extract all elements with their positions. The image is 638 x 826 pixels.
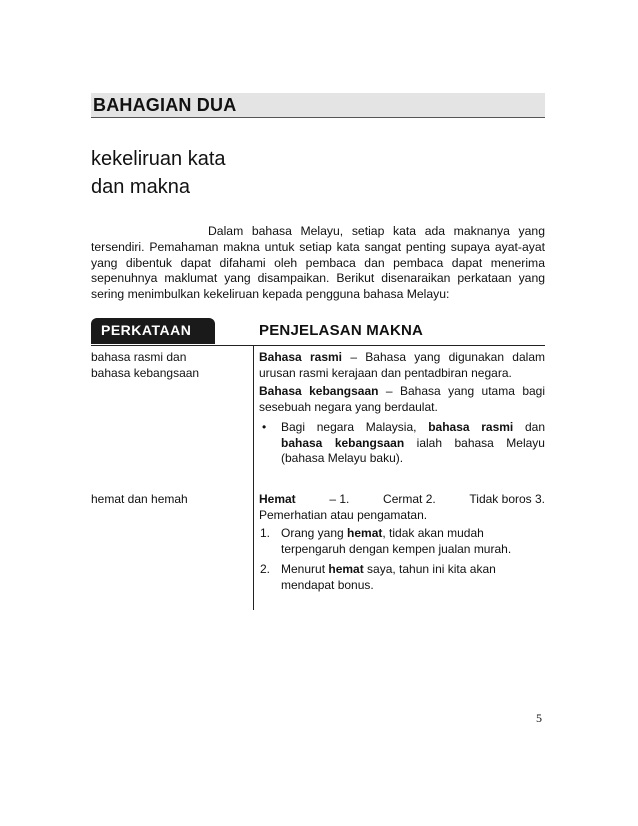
page-number: 5 bbox=[536, 711, 542, 725]
term-entry-2: hemat dan hemah bbox=[91, 492, 188, 506]
term-entry-1: bahasa rasmi dan bahasa kebangsaan bbox=[91, 350, 200, 380]
perkataan-header: PERKATAAN bbox=[101, 322, 192, 338]
header-rule bbox=[91, 345, 545, 346]
bullet-icon: • bbox=[262, 420, 267, 434]
example-1: 1. Orang yang hemat, tidak akan mudah terpengaruh dengan kempen jualan murah. bbox=[260, 526, 512, 556]
definition-bahasa-kebangsaan: Bahasa kebangsaan – Bahasa yang utama bagi sesebuah negara yang berdaulat. bbox=[259, 384, 546, 414]
column-divider bbox=[253, 345, 254, 610]
chapter-title-line-1: kekeliruan kata bbox=[91, 148, 226, 170]
definition-hemat: Hemat – 1. Cermat 2. Tidak boros 3. Pemerhatian atau pengamatan. bbox=[259, 492, 545, 522]
section-title: BAHAGIAN DUA bbox=[93, 95, 237, 115]
bullet-note: • Bagi negara Malaysia, bahasa rasmi dan bahasa kebangsaan ialah bahasa Melayu (bahasa Melayu baku). bbox=[262, 420, 546, 465]
intro-text: Dalam bahasa Melayu, setiap kata ada maknanya yang tersendiri. Pemahaman makna untuk setiap kata sangat penting supaya ayat-ayat yang dibentuk dapat difahami oleh pembaca dan pembaca dapat menerima sepenuhnya maklumat yang disampaikan. Berikut disenaraikan perkataan yang sering menimbulkan kekeliruan kepada pengguna bahasa Melayu: bbox=[91, 224, 545, 302]
section-header-bar bbox=[91, 93, 545, 118]
intro-paragraph bbox=[91, 224, 545, 303]
chapter-title bbox=[91, 145, 226, 201]
perkataan-header-tab bbox=[91, 318, 215, 344]
example-2: 2. Menurut hemat saya, tahun ini kita akan mendapat bonus. bbox=[260, 562, 496, 592]
definition-bahasa-rasmi: Bahasa rasmi – Bahasa yang digunakan dalam urusan rasmi kerajaan dan pentadbiran negara. bbox=[259, 350, 545, 380]
chapter-title-line-2: dan makna bbox=[91, 176, 190, 198]
penjelasan-header: PENJELASAN MAKNA bbox=[259, 322, 424, 339]
